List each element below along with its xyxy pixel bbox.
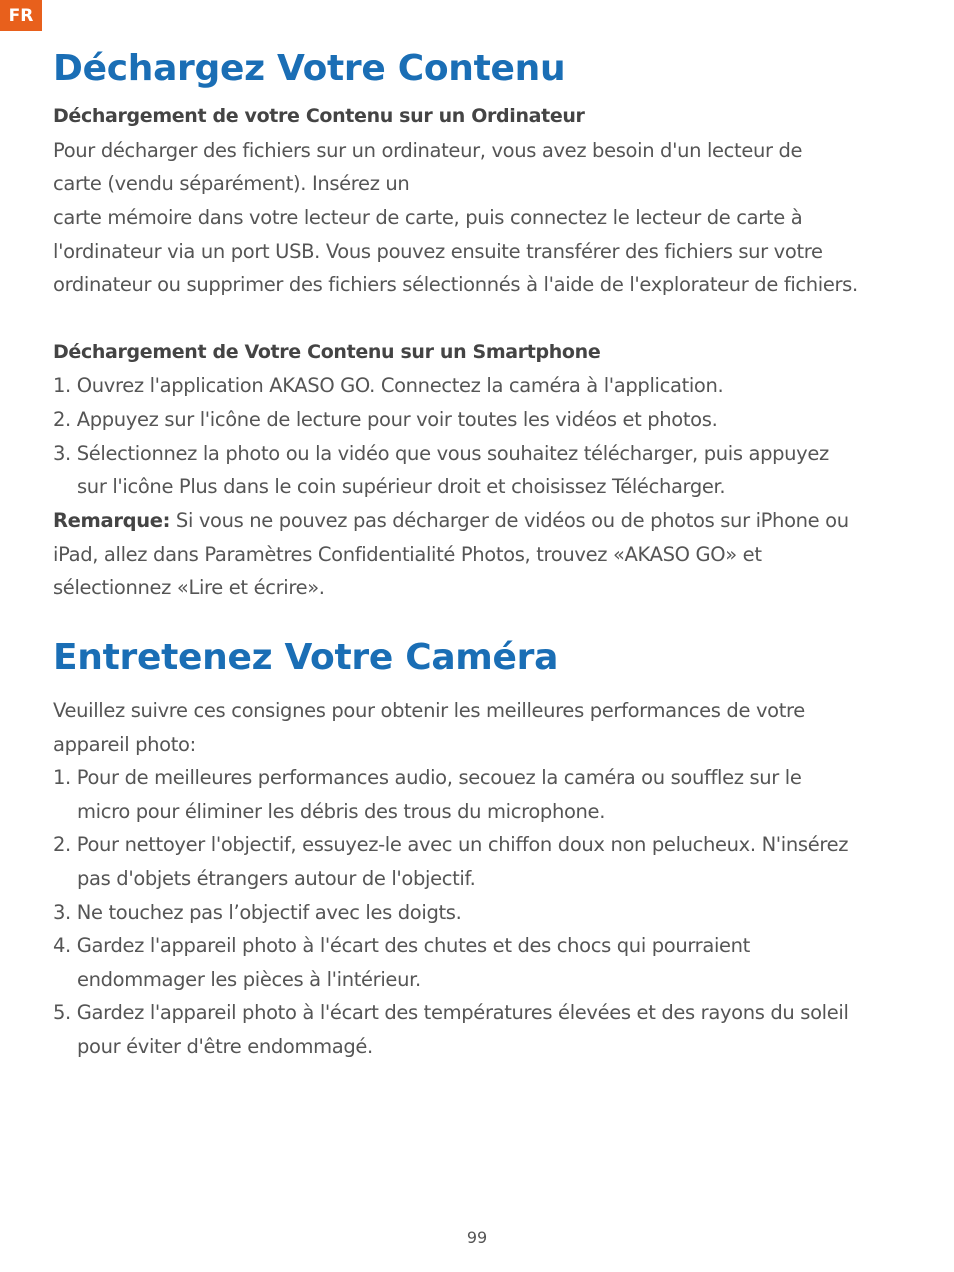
section-title-offload: Déchargez Votre Contenu bbox=[53, 48, 566, 89]
body-line: Pour décharger des fichiers sur un ordinateur, vous avez besoin d'un lecteur de bbox=[53, 139, 803, 162]
body-line: carte mémoire dans votre lecteur de carte, puis connectez le lecteur de carte à bbox=[53, 206, 803, 229]
list-item: 1. Ouvrez l'application AKASO GO. Connectez la caméra à l'application. bbox=[53, 374, 724, 397]
list-item: 2. Pour nettoyer l'objectif, essuyez-le avec un chiffon doux non pelucheux. N'insérez bbox=[53, 833, 849, 856]
language-badge: FR bbox=[0, 0, 42, 31]
list-item: 2. Appuyez sur l'icône de lecture pour voir toutes les vidéos et photos. bbox=[53, 408, 718, 431]
note-label: Remarque: bbox=[53, 509, 171, 532]
list-item: 5. Gardez l'appareil photo à l'écart des températures élevées et des rayons du soleil bbox=[53, 1001, 849, 1024]
list-item: 4. Gardez l'appareil photo à l'écart des chutes et des chocs qui pourraient bbox=[53, 934, 750, 957]
list-item-continuation: sur l'icône Plus dans le coin supérieur droit et choisissez Télécharger. bbox=[77, 475, 726, 498]
list-item-continuation: endommager les pièces à l'intérieur. bbox=[77, 968, 421, 991]
list-item: 1. Pour de meilleures performances audio, secouez la caméra ou soufflez sur le bbox=[53, 766, 802, 789]
note-line bbox=[53, 504, 849, 537]
intro-line: Veuillez suivre ces consignes pour obtenir les meilleures performances de votre bbox=[53, 699, 805, 722]
list-item-continuation: pour éviter d'être endommagé. bbox=[77, 1035, 373, 1058]
list-item-continuation: pas d'objets étrangers autour de l'objectif. bbox=[77, 867, 476, 890]
section-title-maintenance: Entretenez Votre Caméra bbox=[53, 637, 559, 678]
list-item: 3. Sélectionnez la photo ou la vidéo que vous souhaitez télécharger, puis appuyez bbox=[53, 442, 829, 465]
note-line: iPad, allez dans Paramètres Confidentialité Photos, trouvez «AKASO GO» et bbox=[53, 543, 762, 566]
body-line: ordinateur ou supprimer des fichiers sélectionnés à l'aide de l'explorateur de fichiers. bbox=[53, 273, 858, 296]
page-number: 99 bbox=[466, 1228, 488, 1247]
list-item: 3. Ne touchez pas l’objectif avec les doigts. bbox=[53, 901, 462, 924]
subheading-computer: Déchargement de votre Contenu sur un Ordinateur bbox=[53, 105, 585, 127]
note-line: sélectionnez «Lire et écrire». bbox=[53, 576, 325, 599]
subheading-smartphone: Déchargement de Votre Contenu sur un Smartphone bbox=[53, 341, 601, 363]
note-text: Si vous ne pouvez pas décharger de vidéos ou de photos sur iPhone ou bbox=[170, 509, 849, 532]
intro-line: appareil photo: bbox=[53, 733, 196, 756]
list-item-continuation: micro pour éliminer les débris des trous du microphone. bbox=[77, 800, 606, 823]
body-line: l'ordinateur via un port USB. Vous pouvez ensuite transférer des fichiers sur votre bbox=[53, 240, 823, 263]
body-line: carte (vendu séparément). Insérez un bbox=[53, 172, 410, 195]
